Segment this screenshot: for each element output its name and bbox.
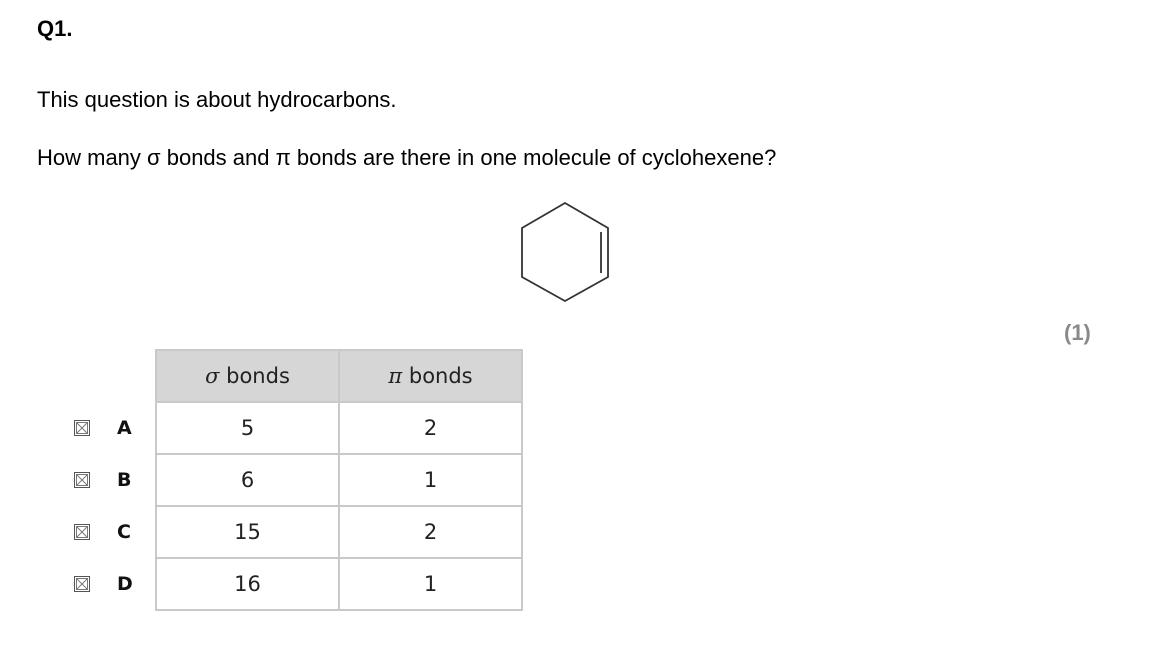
checkbox-cross-icon (76, 526, 88, 538)
question-number: Q1. (37, 16, 73, 41)
table-header-row (156, 350, 522, 402)
checkbox-b[interactable] (74, 472, 90, 488)
sigma-cell: 6 (156, 454, 339, 506)
sigma-cell: 5 (156, 402, 339, 454)
question-intro: This question is about hydrocarbons. (37, 87, 397, 112)
marks-label: (1) (1064, 320, 1091, 345)
table-row (156, 454, 522, 506)
pi-cell: 2 (339, 402, 522, 454)
option-b[interactable] (74, 468, 131, 492)
question-prompt: How many σ bonds and π bonds are there in one molecule of cyclohexene? (37, 145, 777, 170)
pi-bonds-header: π bonds (339, 350, 522, 402)
table-row (156, 402, 522, 454)
option-c[interactable] (74, 520, 131, 544)
sigma-cell: 15 (156, 506, 339, 558)
option-letter: A (117, 417, 132, 439)
table-row (156, 558, 522, 610)
pi-cell: 1 (339, 454, 522, 506)
option-letter: C (117, 521, 131, 543)
table-row (156, 506, 522, 558)
option-letter: D (117, 573, 133, 595)
option-a[interactable] (74, 416, 132, 440)
sigma-bonds-header: σ bonds (156, 350, 339, 402)
checkbox-a[interactable] (74, 420, 90, 436)
option-d[interactable] (74, 572, 133, 596)
checkbox-d[interactable] (74, 576, 90, 592)
answer-table (155, 349, 523, 611)
checkbox-cross-icon (76, 422, 88, 434)
cyclohexene-structure-icon (515, 197, 615, 307)
option-letter: B (117, 469, 132, 491)
sigma-cell: 16 (156, 558, 339, 610)
checkbox-c[interactable] (74, 524, 90, 540)
checkbox-cross-icon (76, 474, 88, 486)
checkbox-cross-icon (76, 578, 88, 590)
pi-cell: 1 (339, 558, 522, 610)
pi-cell: 2 (339, 506, 522, 558)
